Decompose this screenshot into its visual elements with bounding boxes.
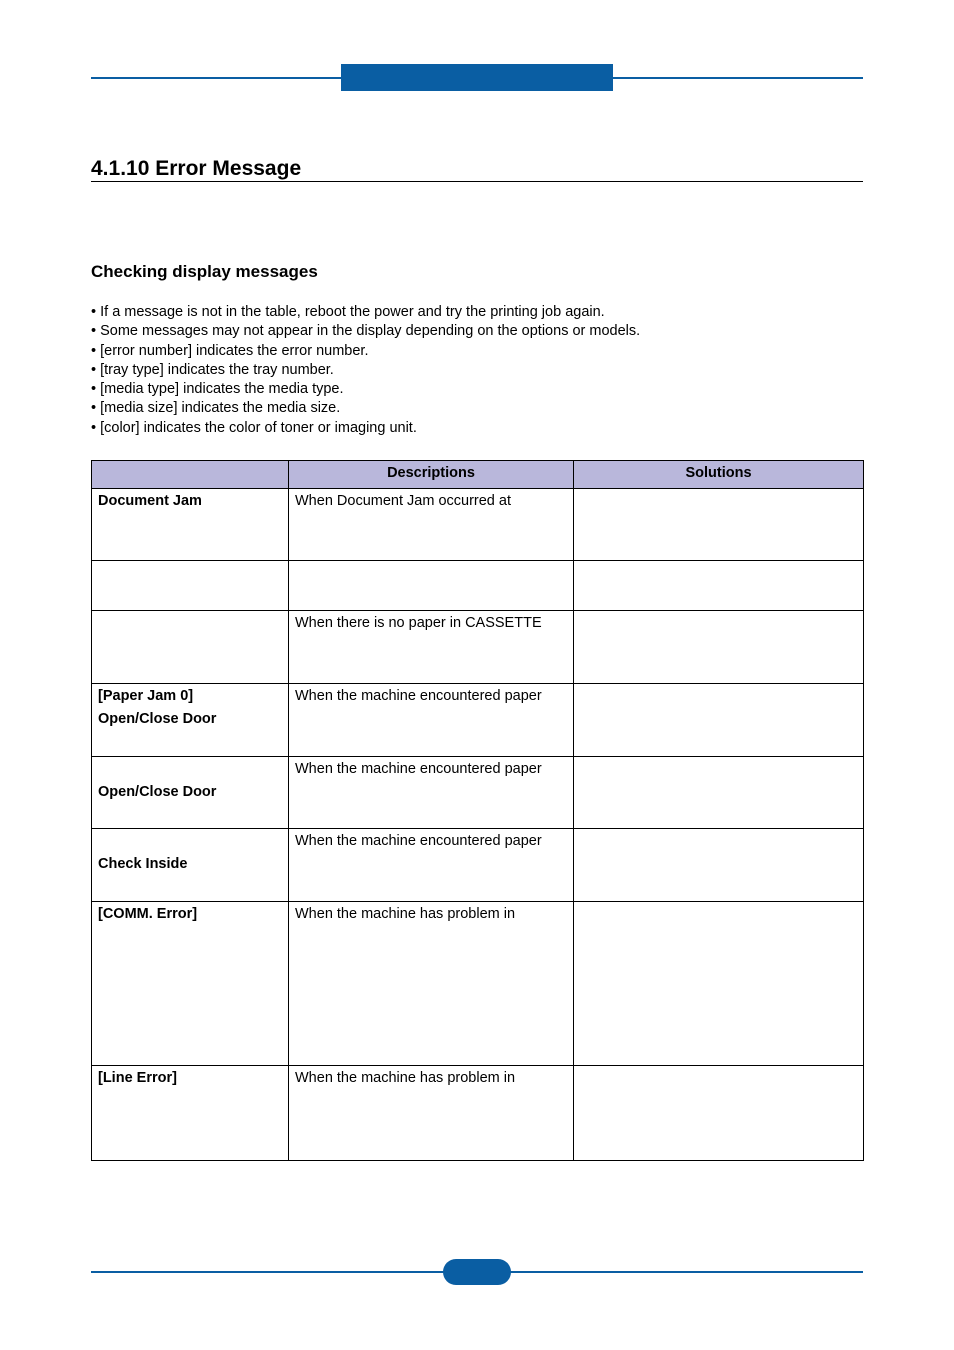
message-cell — [92, 561, 289, 611]
table-row — [92, 489, 864, 561]
note-item: • [media size] indicates the media size. — [91, 400, 341, 417]
header-message — [92, 461, 289, 489]
solution-cell — [574, 902, 864, 1066]
table-row — [92, 757, 864, 829]
section-title-rule — [91, 181, 863, 182]
message-cell — [92, 611, 289, 684]
message-cell: Document Jam — [92, 489, 289, 561]
solution-cell — [574, 684, 864, 757]
table-row — [92, 684, 864, 757]
note-item: • If a message is not in the table, reboot the power and try the printing job again. — [91, 304, 605, 320]
header-descriptions: Descriptions — [289, 461, 574, 489]
subsection-title: Checking display messages — [91, 262, 318, 281]
solution-cell — [574, 561, 864, 611]
section-title: 4.1.10 Error Message — [91, 157, 302, 180]
solution-cell — [574, 489, 864, 561]
error-message-table — [91, 460, 864, 1161]
description-cell: When the machine encountered paper — [289, 829, 574, 902]
solution-cell — [574, 611, 864, 684]
table-row — [92, 561, 864, 611]
table-row — [92, 829, 864, 902]
header-solutions: Solutions — [574, 461, 864, 489]
message-cell: Check Inside — [92, 829, 289, 902]
description-cell: When Document Jam occurred at — [289, 489, 574, 561]
note-item: • [color] indicates the color of toner or imaging unit. — [91, 419, 417, 436]
description-cell: When there is no paper in CASSETTE — [289, 611, 574, 684]
description-cell — [289, 561, 574, 611]
message-cell: [Line Error] — [92, 1066, 289, 1161]
message-cell: [Paper Jam 0] Open/Close Door — [92, 684, 289, 757]
note-item: • [error number] indicates the error number. — [91, 342, 369, 359]
description-cell: When the machine has problem in — [289, 902, 574, 1066]
header-tab-block — [341, 64, 613, 91]
description-cell: When the machine encountered paper — [289, 684, 574, 757]
notes-list — [91, 303, 640, 438]
page-number-badge — [443, 1259, 511, 1285]
description-cell: When the machine has problem in — [289, 1066, 574, 1161]
solution-cell — [574, 757, 864, 829]
solution-cell — [574, 829, 864, 902]
message-cell: [COMM. Error] — [92, 902, 289, 1066]
table-header-row — [92, 461, 864, 489]
table-row — [92, 902, 864, 1066]
note-item: • [tray type] indicates the tray number. — [91, 361, 334, 378]
description-cell: When the machine encountered paper — [289, 757, 574, 829]
solution-cell — [574, 1066, 864, 1161]
note-item: • [media type] indicates the media type. — [91, 381, 344, 398]
table-row — [92, 611, 864, 684]
message-cell: Open/Close Door — [92, 757, 289, 829]
table-row — [92, 1066, 864, 1161]
note-item: • Some messages may not appear in the display depending on the options or models. — [91, 323, 641, 340]
